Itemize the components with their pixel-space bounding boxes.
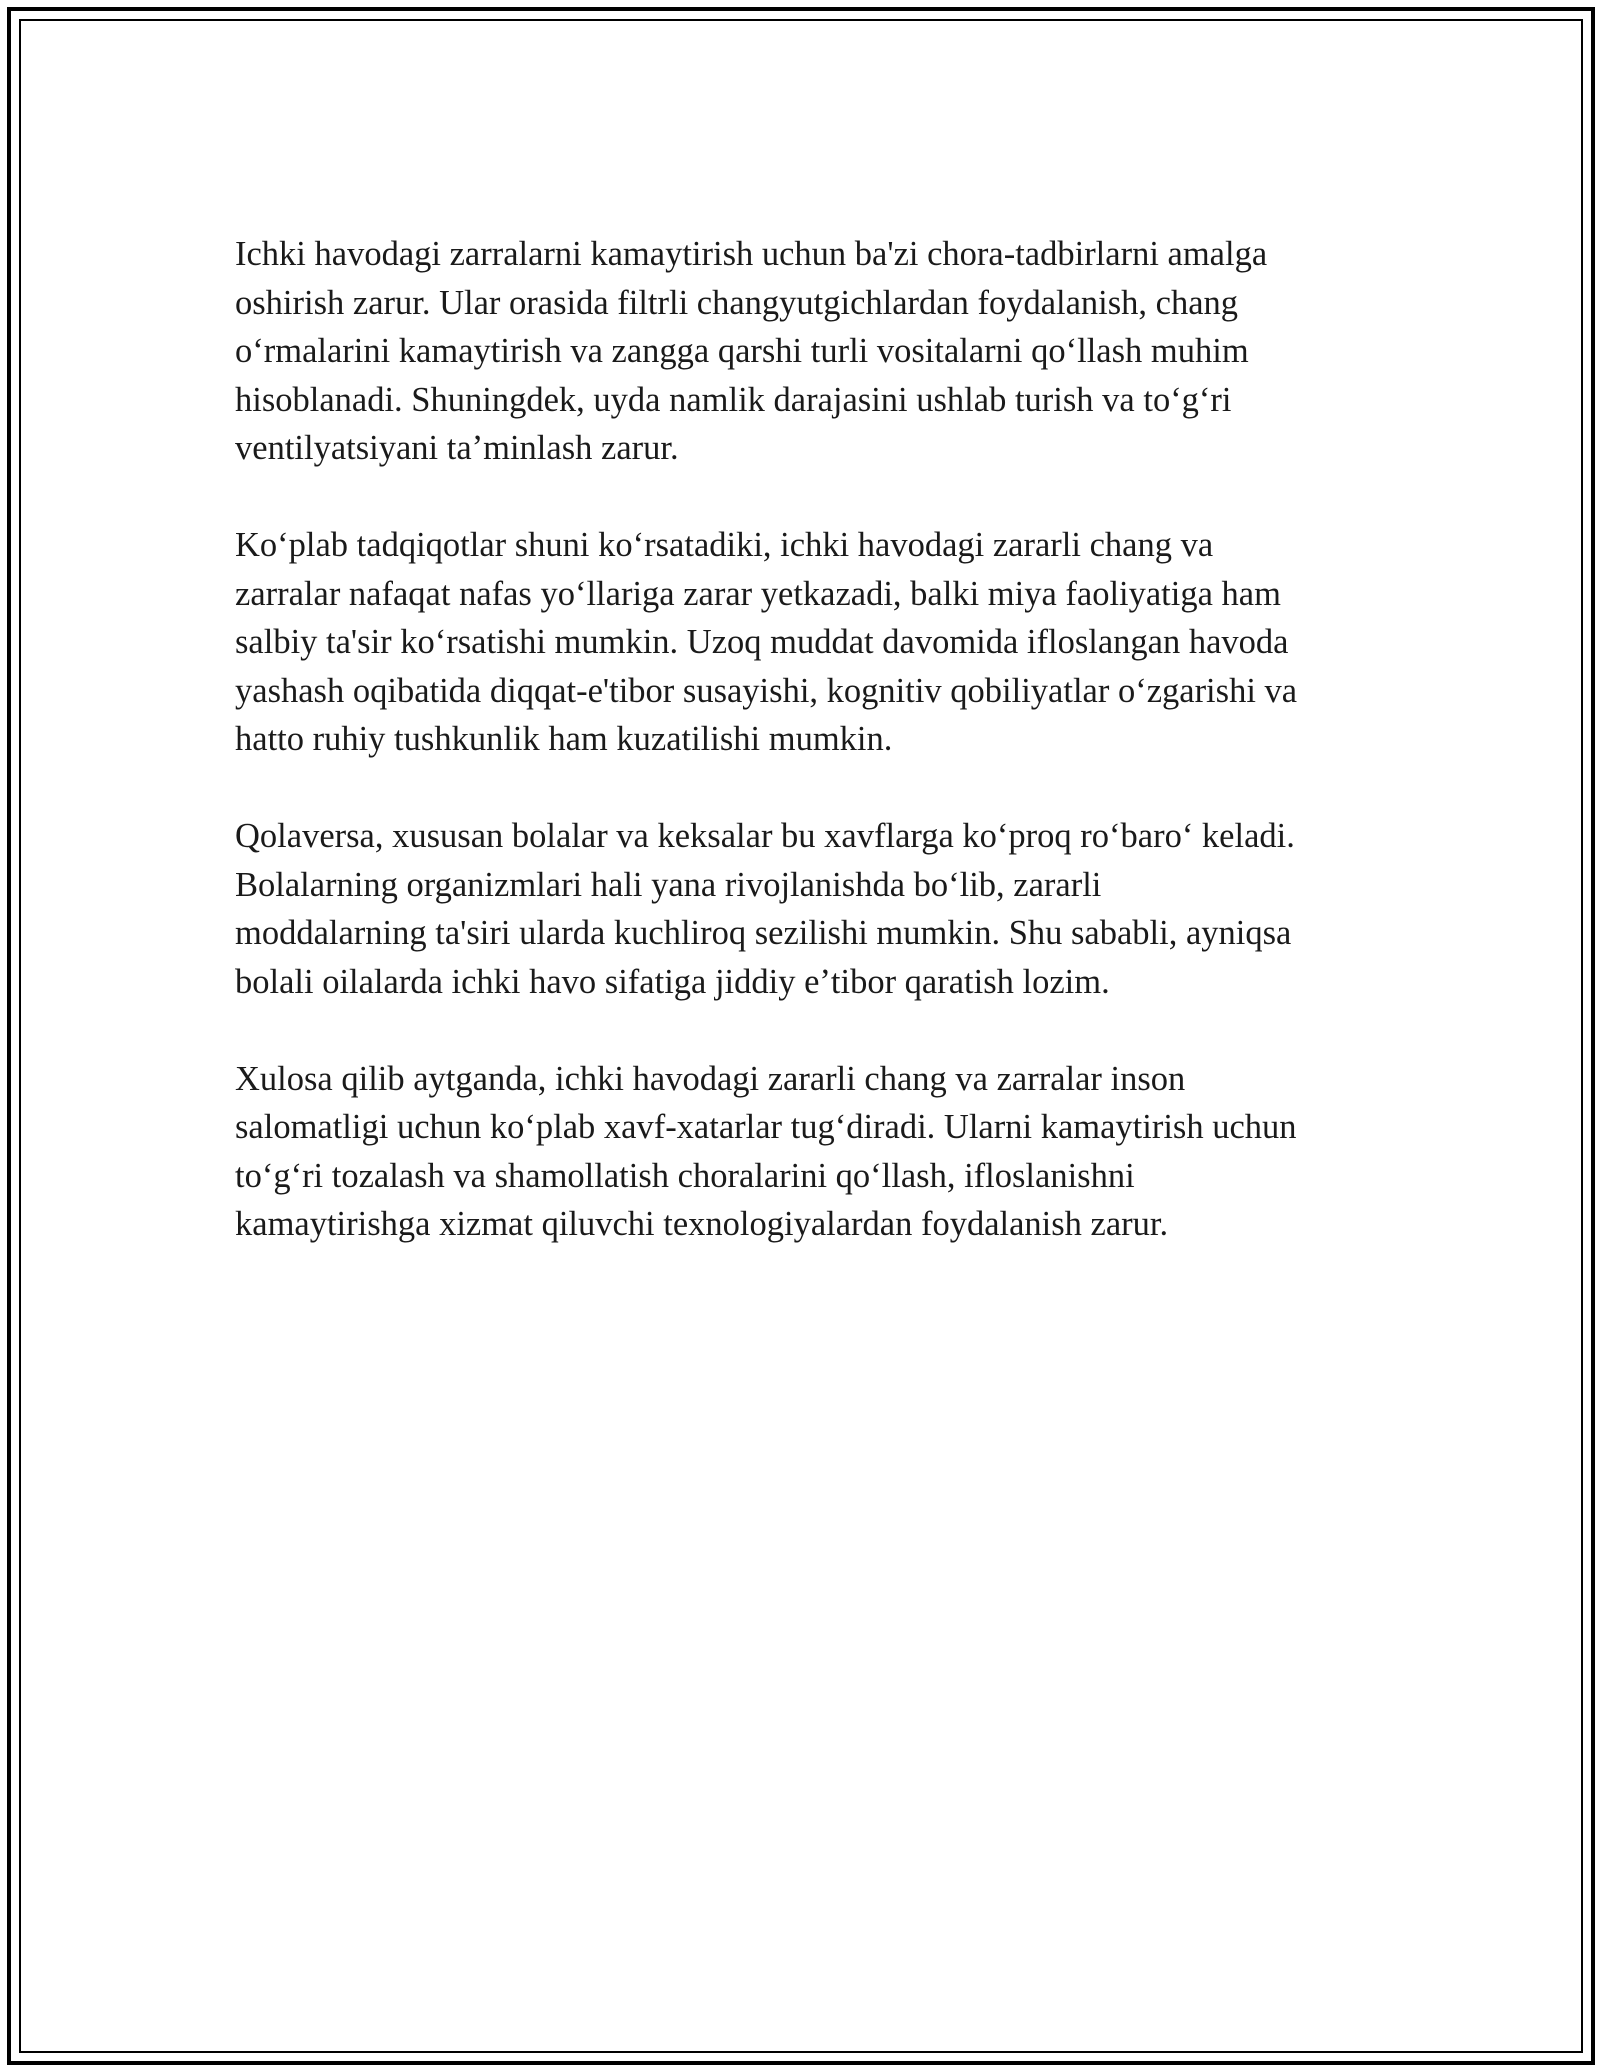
paragraph-line: ventilyatsiyani taʼminlash zarur. <box>235 429 679 467</box>
paragraph-line: oshirish zarur. Ular orasida filtrli changyutgichlardan foydalanish, chang <box>235 283 1239 322</box>
paragraph-line: moddalarning ta'siri ularda kuchliroq sezilishi mumkin. Shu sababli, ayniqsa <box>235 914 1292 952</box>
document-body <box>235 230 1385 1297</box>
paragraph-line: toʻgʻri tozalash va shamollatish choralarini qoʻllash, ifloslanishni <box>235 1156 1135 1195</box>
paragraph-line: bolali oilalarda ichki havo sifatiga jiddiy eʼtibor qaratish lozim. <box>235 962 1110 1001</box>
paragraph-4 <box>235 1055 1385 1249</box>
paragraph-line: zarralar nafaqat nafas yoʻllariga zarar yetkazadi, balki miya faoliyatiga ham <box>235 574 1281 613</box>
paragraph-3 <box>235 812 1385 1006</box>
paragraph-line: Bolalarning organizmlari hali yana rivojlanishda boʻlib, zararli <box>235 865 1102 904</box>
paragraph-line: Ichki havodagi zarralarni kamaytirish uchun ba'zi chora-tadbirlarni amalga <box>235 235 1268 273</box>
paragraph-line: hatto ruhiy tushkunlik ham kuzatilishi mumkin. <box>235 720 893 758</box>
paragraph-line: Xulosa qilib aytganda, ichki havodagi zararli chang va zarralar inson <box>235 1059 1186 1098</box>
paragraph-line: salbiy ta'sir koʻrsatishi mumkin. Uzoq muddat davomida ifloslangan havoda <box>235 623 1289 661</box>
paragraph-line: oʻrmalarini kamaytirish va zangga qarshi turli vositalarni qoʻllash muhim <box>235 332 1249 370</box>
paragraph-line: salomatligi uchun koʻplab xavf-xatarlar tugʻdiradi. Ularni kamaytirish uchun <box>235 1108 1297 1146</box>
paragraph-1 <box>235 230 1385 473</box>
paragraph-line: Koʻplab tadqiqotlar shuni koʻrsatadiki, ichki havodagi zararli chang va <box>235 526 1214 564</box>
paragraph-line: hisoblanadi. Shuningdek, uyda namlik darajasini ushlab turish va toʻgʻri <box>235 380 1232 419</box>
paragraph-line: kamaytirishga xizmat qiluvchi texnologiyalardan foydalanish zarur. <box>235 1205 1169 1243</box>
paragraph-2 <box>235 521 1385 764</box>
paragraph-line: yashash oqibatida diqqat-e'tibor susayishi, kognitiv qobiliyatlar oʻzgarishi va <box>235 671 1298 710</box>
paragraph-line: Qolaversa, xususan bolalar va keksalar bu xavflarga koʻproq roʻbaroʻ keladi. <box>235 817 1295 855</box>
